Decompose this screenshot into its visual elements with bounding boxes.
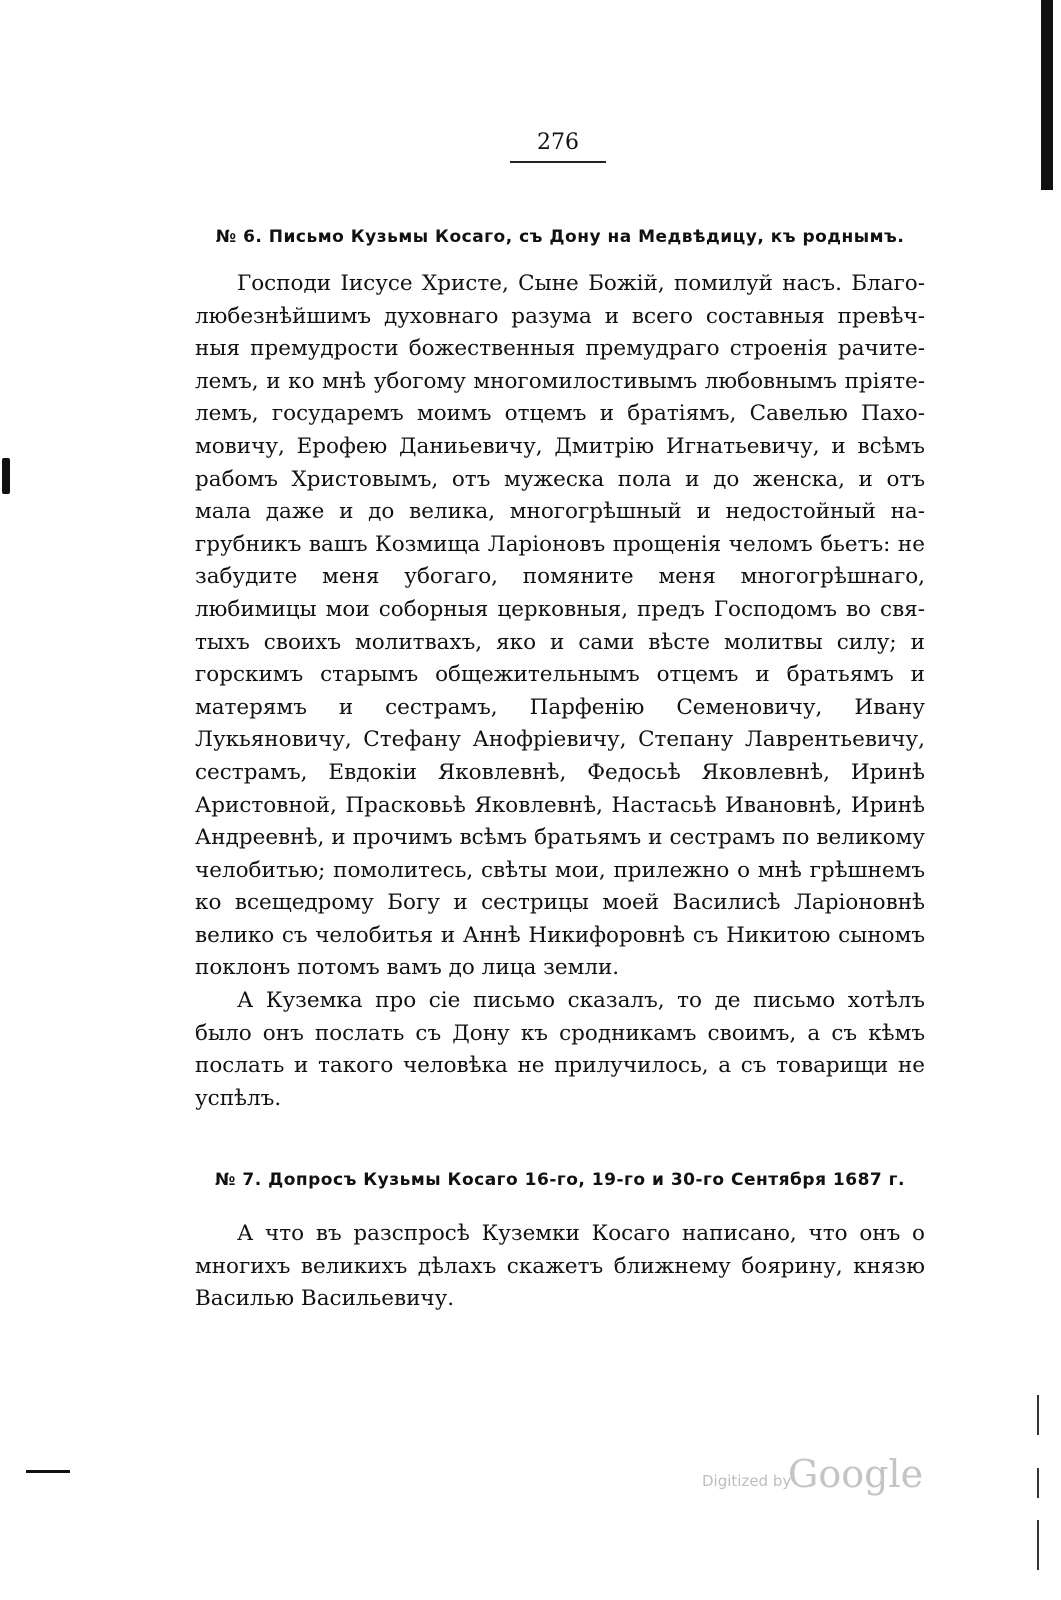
section-6-heading: № 6. Письмо Кузьмы Косаго, съ Дону на Медвѣдицу, къ роднымъ.: [215, 227, 905, 247]
interrogation-paragraph: А что въ разспросѣ Куземки Косаго написано, что онъ о многихъ великихъ дѣлахъ скажетъ ближнему боярину, князю Василью Васильевичу.: [195, 1221, 925, 1312]
scan-edge-shadow: [1041, 0, 1053, 190]
section-7-heading: № 7. Допросъ Кузьмы Косаго 16-го, 19-го и 30-го Сентября 1687 г.: [215, 1170, 905, 1190]
letter-paragraph: Господи Іисусе Христе, Сыне Божій, помилуй насъ. Благолюбезнѣйшимъ духовнаго разума и всего составныя превѣчныя премудрости божественныя премудраго строенія рачителемъ, и ко мнѣ убогому многомилостивымъ любовнымъ пріятелемъ, государемъ моимъ отцемъ и братіямъ, Савелью Пахомовичу, Ерофею Даниьевичу, Дмитрію Игнатьевичу, и всѣмъ рабомъ Христовымъ, отъ мужеска пола и до женска, и отъ мала даже и до велика, многогрѣшный и недостойный нагрубникъ вашъ Козмища Ларіоновъ прощенія челомъ бьетъ: не забудите меня убогаго, помяните меня многогрѣшнаго, любимицы мои соборныя церковныя, предъ Господомъ во святыхъ своихъ молитвахъ, яко и сами вѣсте молитвы силу; и горскимъ старымъ общежительнымъ отцемъ и братьямъ и матерямъ и сестрамъ, Парфенію Семеновичу, Ивану Лукьяновичу, Стефану Анофріевичу, Степану Лаврентьевичу, сестрамъ, Евдокіи Яковлевнѣ, Федосьѣ Яковлевнѣ, Иринѣ Аристовной, Прасковьѣ Яковлевнѣ, Настасьѣ Ивановнѣ, Иринѣ Андреевнѣ, и прочимъ всѣмъ братьямъ и сестрамъ по великому челобитью; помолитесь, свѣты мои, прилежно о мнѣ грѣшнемъ ко всещедрому Богу и сестрицы моей Василисѣ Ларіоновнѣ велико съ челобитья и Аннѣ Никифоровнѣ съ Никитою сыномъ поклонъ потомъ вамъ до лица земли.: [195, 271, 925, 981]
page-number: 276: [510, 130, 606, 163]
scan-edge-tick: [1037, 1395, 1039, 1435]
section-6-body: [195, 268, 925, 1115]
scan-margin-mark: [2, 458, 10, 494]
scan-margin-dash: [26, 1470, 70, 1473]
testimony-paragraph: А Куземка про сіе письмо сказалъ, то де письмо хотѣлъ было онъ послать съ Дону къ сродникамъ своимъ, а съ кѣмъ послать и такого человѣка не прилучилось, а съ товарищи не успѣлъ.: [195, 988, 925, 1111]
scan-edge-tick: [1037, 1468, 1039, 1498]
section-7-body: [195, 1218, 925, 1316]
scan-edge-tick: [1037, 1520, 1039, 1570]
digitization-watermark: [702, 1452, 922, 1502]
google-logo: Google: [788, 1452, 924, 1496]
watermark-prefix: Digitized by: [702, 1472, 792, 1490]
